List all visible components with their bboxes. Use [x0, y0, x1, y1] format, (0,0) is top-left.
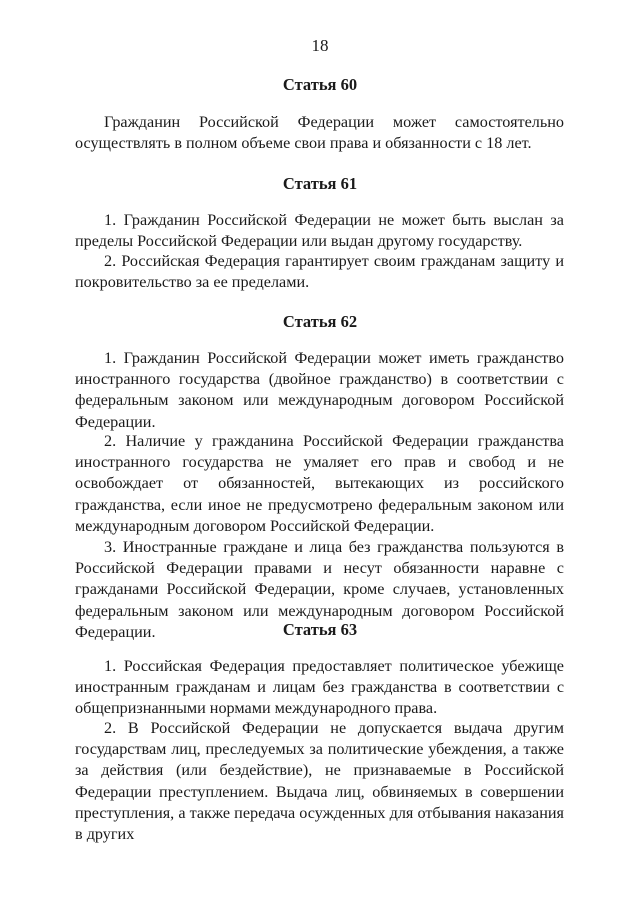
article-62-paragraph-2: 2. Наличие у гражданина Российской Федерации гражданства иностранного государства не умаляет его прав и свобод и не освобождает от обязанностей, вытекающих из российского гражданства, если иное не предусмотрено федеральным законом или международным договором Российской Федерации.	[75, 432, 564, 535]
article-63-paragraph-2: 2. В Российской Федерации не допускается выдача другим государствам лиц, преследуемых за политические убеждения, а также за действия (или бездействие), не признаваемые в Российской Федерации преступлением. Выдача лиц, обвиняемых в совершении преступления, а также передача осужденных для отбывания наказания в других	[75, 719, 564, 844]
article-60-heading: Статья 60	[282, 75, 358, 94]
article-62-paragraph-1: 1. Гражданин Российской Федерации может иметь гражданство иностранного государства (двойное гражданство) в соответствии с федеральным законом или международным договором Российской Федерации.	[75, 349, 564, 431]
article-63-heading: Статья 63	[282, 620, 358, 639]
article-62-heading: Статья 62	[282, 312, 358, 331]
article-63-paragraph-1: 1. Российская Федерация предоставляет политическое убежище иностранным гражданам и лицам без гражданства в соответствии с общепризнанными нормами международного права.	[75, 657, 564, 718]
article-61-heading: Статья 61	[282, 174, 358, 193]
article-60-paragraph-1: Гражданин Российской Федерации может самостоятельно осуществлять в полном объеме свои права и обязанности с 18 лет.	[75, 113, 564, 153]
article-61-paragraph-2: 2. Российская Федерация гарантирует своим гражданам защиту и покровительство за ее пределами.	[75, 252, 564, 292]
article-61-paragraph-1: 1. Гражданин Российской Федерации не может быть выслан за пределы Российской Федерации или выдан другому государству.	[75, 211, 564, 251]
page-number: 18	[311, 36, 329, 55]
article-62-paragraph-3: 3. Иностранные граждане и лица без гражданства пользуются в Российской Федерации правами и несут обязанности наравне с гражданами Российской Федерации, кроме случаев, установленных федеральным законом или международным договором Российской Федерации.	[75, 538, 564, 641]
